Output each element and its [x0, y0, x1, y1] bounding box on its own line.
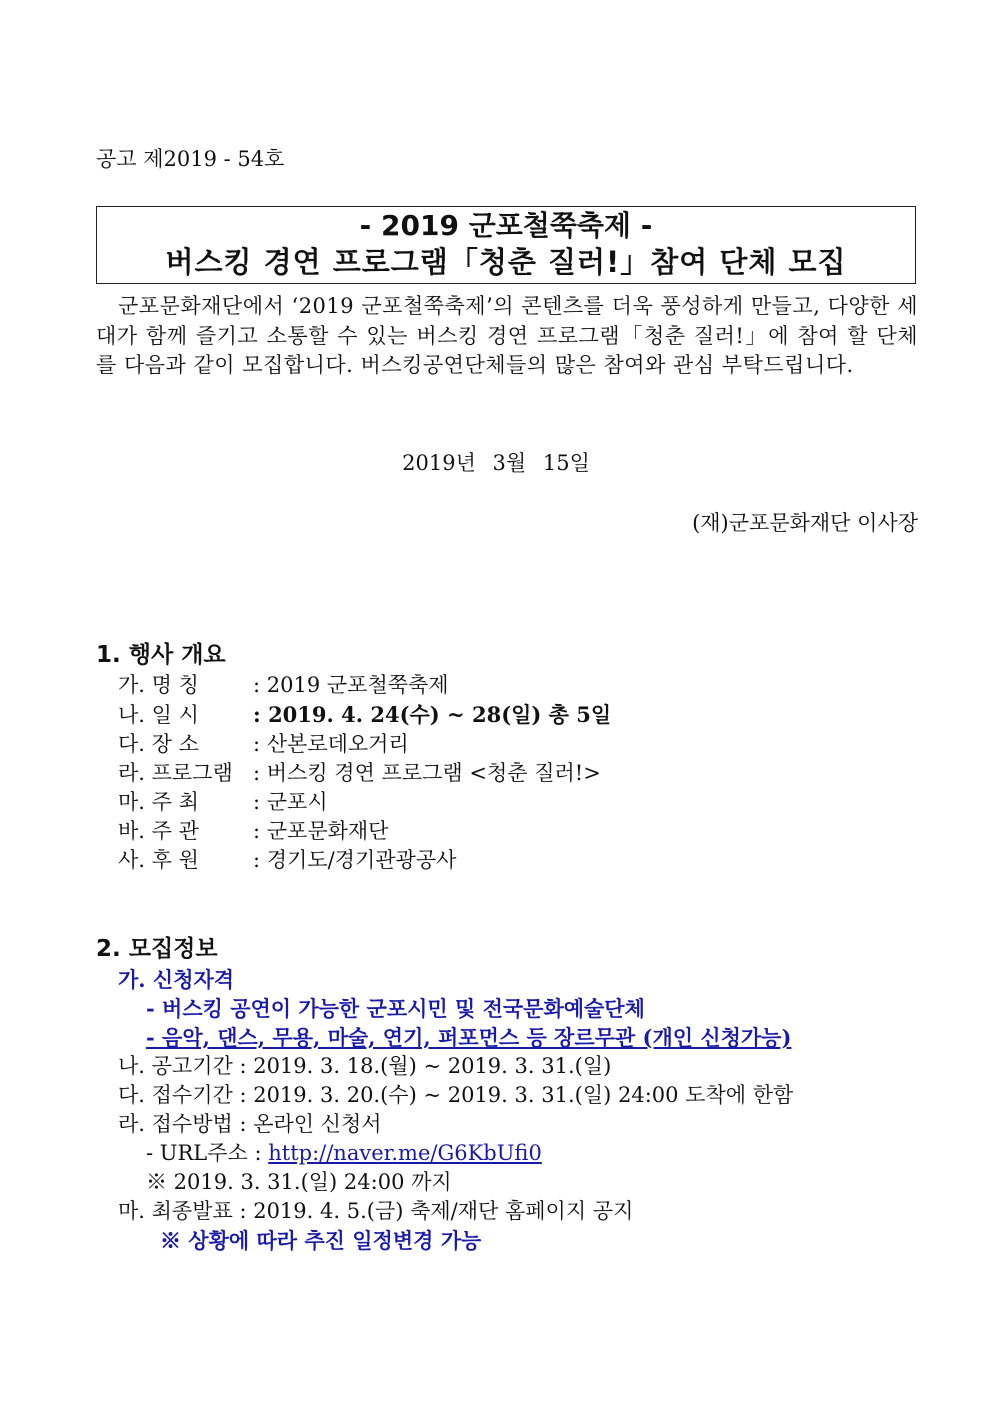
item-value: : 군포시 [253, 790, 328, 814]
application-url-link[interactable]: http://naver.me/G6KbUfi0 [268, 1141, 542, 1165]
overview-item [118, 730, 611, 759]
overview-item [118, 671, 611, 700]
item-value: : 2019 군포철쭉축제 [253, 673, 449, 697]
title-line-1: - 2019 군포철쭉축제 - [359, 209, 653, 242]
qualification-item: - 버스킹 공연이 가능한 군포시민 및 전국문화예술단체 [146, 996, 645, 1021]
intro-paragraph: 군포문화재단에서 ‘2019 군포철쭉축제’의 콘텐츠를 더욱 풍성하게 만들고, 다양한 세대가 함께 즐기고 소통할 수 있는 버스킹 경연 프로그램「청춘 질러!」에 참여 할 단체를 다음과 같이 모집합니다. 버스킹공연단체들의 많은 참여와 관심 부탁드립니다. [96, 294, 918, 377]
issue-date: 2019년 3월 15일 [402, 451, 590, 475]
issuer: (재)군포문화재단 이사장 [692, 511, 918, 535]
item-value: : 버스킹 경연 프로그램 <청춘 질러!> [253, 761, 601, 785]
title-line-2: 버스킹 경연 프로그램「청춘 질러!」참여 단체 모집 [165, 245, 847, 279]
item-label: 사. 후 원 [118, 848, 199, 872]
item-value: : 2019. 4. 24(수) ~ 28(일) 총 5일 [253, 702, 612, 727]
url-label: - URL주소 : [146, 1141, 269, 1165]
receipt-method: 라. 접수방법 : 온라인 신청서 [118, 1112, 382, 1136]
overview-item [118, 788, 611, 817]
notice-number: 공고 제2019 - 54호 [96, 147, 285, 171]
overview-item [118, 759, 611, 788]
overview-item [118, 817, 611, 846]
overview-item [118, 846, 611, 875]
item-value: : 산본로데오거리 [253, 732, 409, 756]
deadline-note: ※ 2019. 3. 31.(일) 24:00 까지 [146, 1170, 452, 1194]
item-label: 마. 주 최 [118, 790, 199, 814]
schedule-change-note: ※ 상황에 따라 추진 일정변경 가능 [160, 1228, 482, 1253]
qualification-title: 가. 신청자격 [118, 967, 235, 992]
recruitment-list [96, 965, 793, 1255]
section-recruitment-info [96, 930, 793, 1255]
section-heading: 1. 행사 개요 [96, 642, 226, 668]
title-box [96, 206, 916, 284]
url-row [118, 1139, 793, 1168]
item-label: 바. 주 관 [118, 819, 199, 843]
item-label: 나. 일 시 [118, 703, 199, 727]
item-label: 가. 명 칭 [118, 673, 199, 697]
item-value: : 군포문화재단 [253, 819, 389, 843]
item-label: 라. 프로그램 [118, 761, 233, 785]
item-value: : 경기도/경기관광공사 [253, 848, 457, 872]
notice-period: 나. 공고기간 : 2019. 3. 18.(월) ~ 2019. 3. 31.(일) [118, 1054, 612, 1078]
section-heading: 2. 모집정보 [96, 936, 218, 962]
receipt-period: 다. 접수기간 : 2019. 3. 20.(수) ~ 2019. 3. 31.(일) 24:00 도착에 한함 [118, 1083, 794, 1107]
overview-list [96, 671, 611, 875]
section-event-overview [96, 636, 611, 875]
qualification-item: - 음악, 댄스, 무용, 마술, 연기, 퍼포먼스 등 장르무관 (개인 신청가능) [146, 1025, 792, 1050]
overview-item [118, 700, 611, 730]
final-announcement: 마. 최종발표 : 2019. 4. 5.(금) 축제/재단 홈페이지 공지 [118, 1199, 634, 1223]
item-label: 다. 장 소 [118, 732, 199, 756]
